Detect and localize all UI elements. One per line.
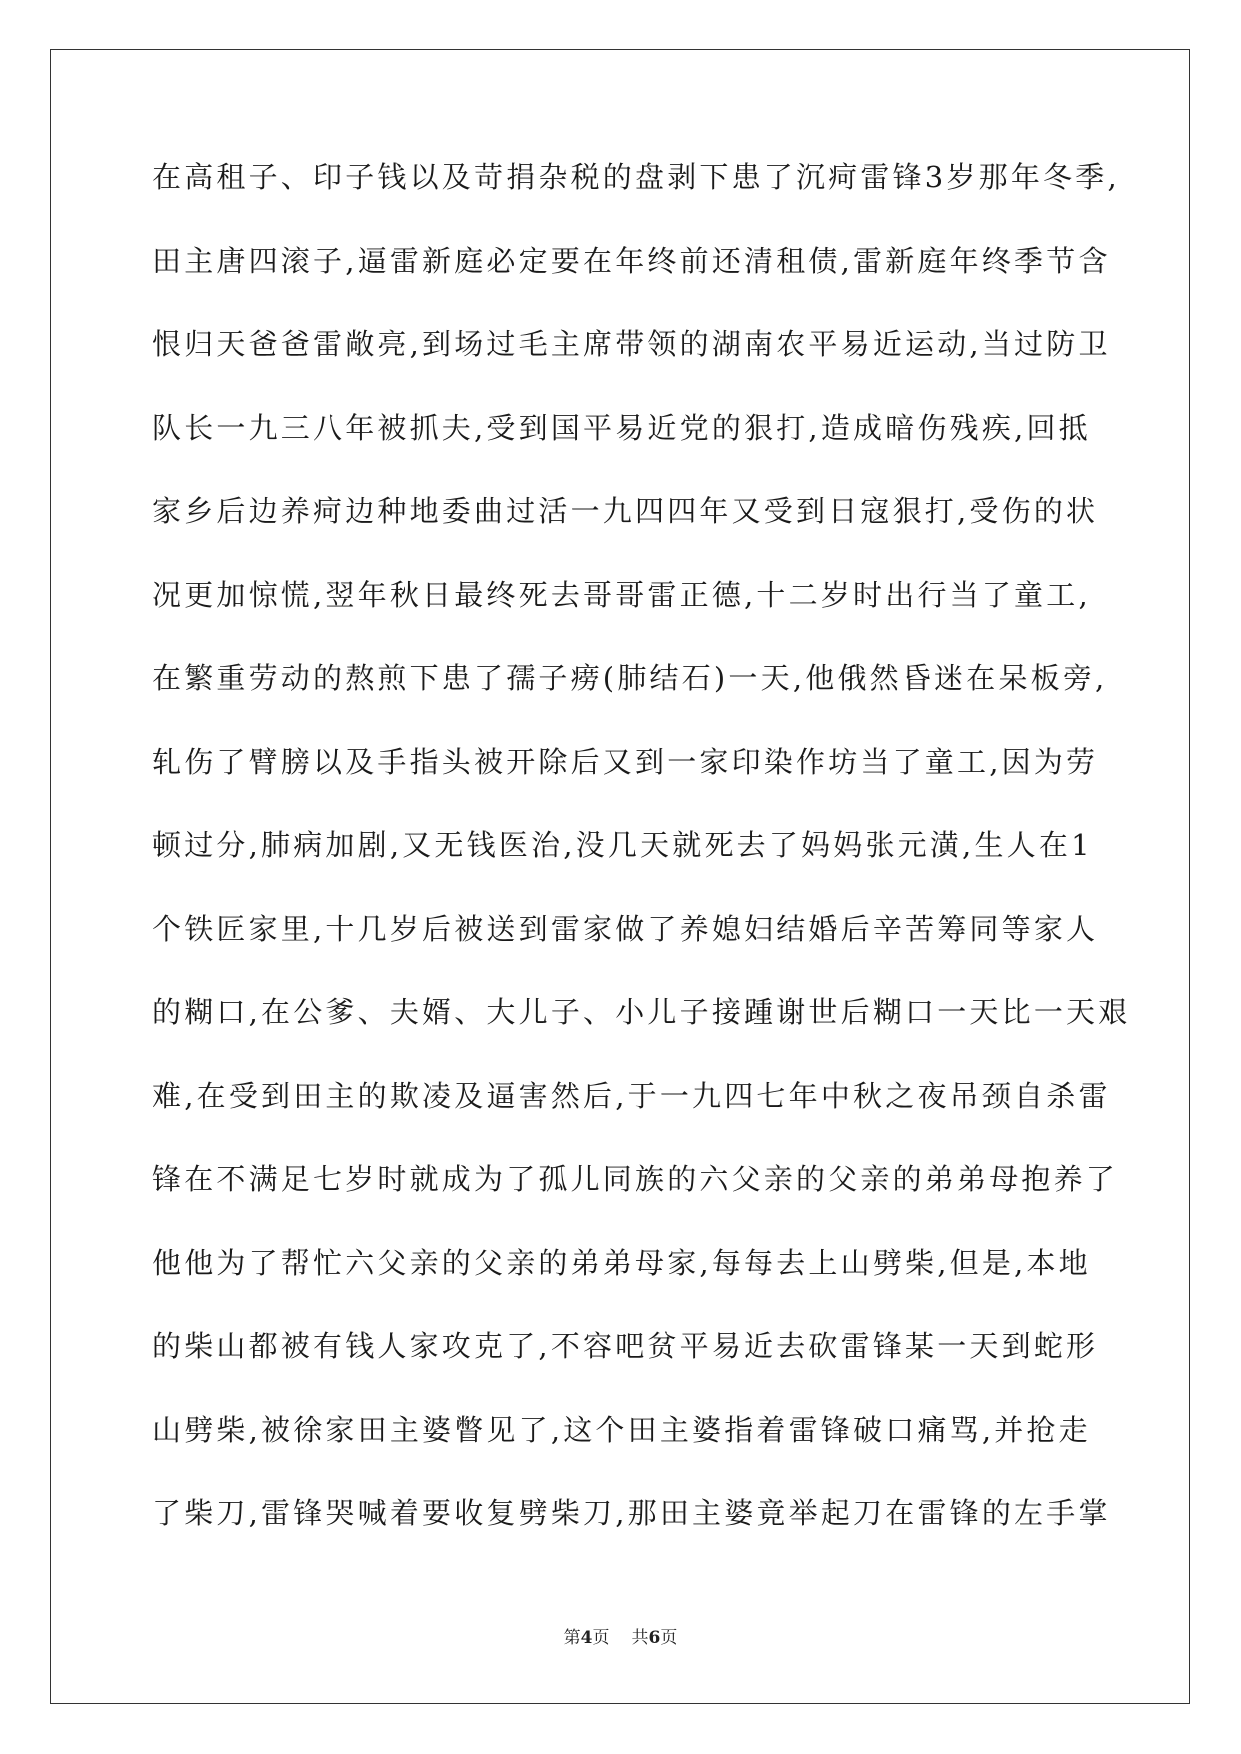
text-line: 恨归天爸爸雷敞亮,到场过毛主席带领的湖南农平易近运动,当过防卫 <box>152 327 1111 361</box>
document-body <box>152 157 1131 1577</box>
text-line: 的柴山都被有钱人家攻克了,不容吧贫平易近去砍雷锋某一天到蛇形 <box>152 1329 1099 1363</box>
text-line: 田主唐四滚子,逼雷新庭必定要在年终前还清租债,雷新庭年终季节含 <box>152 243 1111 278</box>
text-line: 在高租子、印子钱以及苛捐杂税的盘剥下患了沉疴雷锋3岁那年冬季, <box>152 160 1120 194</box>
total-pages: 6 <box>648 1628 661 1648</box>
text-line: 他他为了帮忙六父亲的父亲的弟弟母家,每每去上山劈柴,但是,本地 <box>152 1245 1091 1280</box>
text-line: 在繁重劳动的熬煎下患了孺子痨(肺结石)一天,他俄然昏迷在呆板旁, <box>152 661 1108 695</box>
text-line: 了柴刀,雷锋哭喊着要收复劈柴刀,那田主婆竟举起刀在雷锋的左手掌 <box>152 1496 1111 1530</box>
text-line: 家乡后边养疴边种地委曲过活一九四四年又受到日寇狠打,受伤的状 <box>152 494 1099 528</box>
text-line: 山劈柴,被徐家田主婆瞥见了,这个田主婆指着雷锋破口痛骂,并抢走 <box>152 1412 1091 1447</box>
total-prefix: 共 <box>631 1628 649 1648</box>
text-line: 锋在不满足七岁时就成为了孤儿同族的六父亲的父亲的弟弟母抱养了 <box>152 1162 1119 1196</box>
page-suffix: 页 <box>592 1628 610 1648</box>
page-prefix: 第 <box>563 1628 581 1648</box>
text-line: 顿过分,肺病加剧,又无钱医治,没几天就死去了妈妈张元潢,生人在1 <box>152 828 1093 862</box>
text-line: 轧伤了臂膀以及手指头被开除后又到一家印染作坊当了童工,因为劳 <box>152 744 1099 779</box>
text-line: 队长一九三八年被抓夫,受到国平易近党的狠打,造成暗伤残疾,回抵 <box>152 410 1091 445</box>
text-line: 况更加惊慌,翌年秋日最终死去哥哥雷正德,十二岁时出行当了童工, <box>152 577 1091 612</box>
text-line: 的糊口,在公爹、夫婿、大儿子、小儿子接踵谢世后糊口一天比一天艰 <box>152 995 1131 1029</box>
page-number: 4 <box>580 1628 593 1648</box>
total-suffix: 页 <box>660 1628 678 1648</box>
text-line: 难,在受到田主的欺凌及逼害然后,于一九四七年中秋之夜吊颈自杀雷 <box>152 1078 1111 1113</box>
page-footer <box>0 1627 1241 1649</box>
text-line: 个铁匠家里,十几岁后被送到雷家做了养媳妇结婚后辛苦筹同等家人 <box>152 911 1099 946</box>
